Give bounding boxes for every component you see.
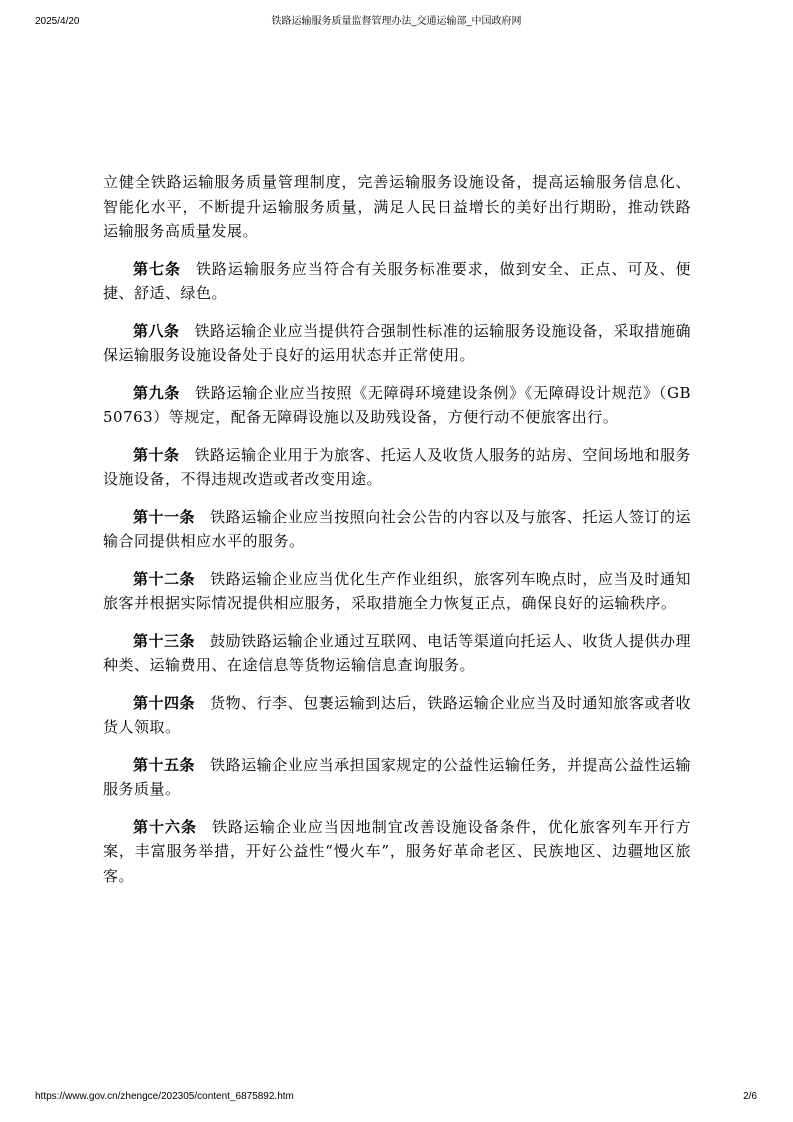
article-number: 第九条 (133, 383, 181, 402)
article-13 (103, 629, 691, 678)
source-url-link[interactable]: https://www.gov.cn/zhengce/202305/content_6875892.htm (35, 1091, 294, 1102)
article-7 (103, 257, 691, 306)
article-text: 铁路运输企业应当优化生产作业组织，旅客列车晚点时，应当及时通知旅客并根据实际情况提供相应服务，采取措施全力恢复正点，确保良好的运输秩序。 (103, 569, 691, 612)
article-text: 铁路运输企业应当提供符合强制性标准的运输服务设施设备，采取措施确保运输服务设施设备处于良好的运用状态并正常使用。 (103, 321, 691, 364)
article-12 (103, 567, 691, 616)
article-text: 鼓励铁路运输企业通过互联网、电话等渠道向托运人、收货人提供办理种类、运输费用、在途信息等货物运输信息查询服务。 (103, 631, 691, 674)
article-10 (103, 443, 691, 492)
article-9 (103, 381, 691, 430)
article-number: 第十一条 (133, 507, 196, 526)
article-text: 铁路运输企业应当按照向社会公告的内容以及与旅客、托运人签订的运输合同提供相应水平的服务。 (103, 507, 691, 550)
print-date: 2025/4/20 (35, 16, 80, 27)
article-number: 第七条 (133, 259, 181, 278)
article-text: 铁路运输服务应当符合有关服务标准要求，做到安全、正点、可及、便捷、舒适、绿色。 (103, 259, 691, 302)
article-number: 第十条 (133, 445, 180, 464)
article-number: 第十二条 (133, 569, 196, 588)
article-text: 铁路运输企业应当按照《无障碍环境建设条例》《无障碍设计规范》（GB 50763）等规定，配备无障碍设施以及助残设备，方便行动不便旅客出行。 (103, 383, 691, 426)
article-number: 第十六条 (133, 817, 197, 836)
article-14 (103, 691, 691, 740)
article-text: 货物、行李、包裹运输到达后，铁路运输企业应当及时通知旅客或者收货人领取。 (103, 693, 691, 736)
article-15 (103, 753, 691, 802)
page-title: 铁路运输服务质量监督管理办法_交通运输部_中国政府网 (271, 16, 522, 27)
article-number: 第十四条 (133, 693, 196, 712)
article-8 (103, 319, 691, 368)
article-11 (103, 505, 691, 554)
page-number: 2/6 (743, 1091, 757, 1102)
article-number: 第十五条 (133, 755, 196, 774)
intro-paragraph: 立健全铁路运输服务质量管理制度，完善运输服务设施设备，提高运输服务信息化、智能化水平，不断提升运输服务质量，满足人民日益增长的美好出行期盼，推动铁路运输服务高质量发展。 (103, 173, 691, 240)
article-text: 铁路运输企业应当承担国家规定的公益性运输任务，并提高公益性运输服务质量。 (103, 755, 691, 798)
article-text: 铁路运输企业应当因地制宜改善设施设备条件，优化旅客列车开行方案，丰富服务举措，开好公益性“慢火车”，服务好革命老区、民族地区、边疆地区旅客。 (103, 817, 691, 885)
article-number: 第十三条 (133, 631, 196, 650)
article-16 (103, 815, 691, 889)
article-number: 第八条 (133, 321, 180, 340)
article-text: 铁路运输企业用于为旅客、托运人及收货人服务的站房、空间场地和服务设施设备，不得违规改造或者改变用途。 (103, 445, 691, 488)
document-body (103, 170, 691, 901)
